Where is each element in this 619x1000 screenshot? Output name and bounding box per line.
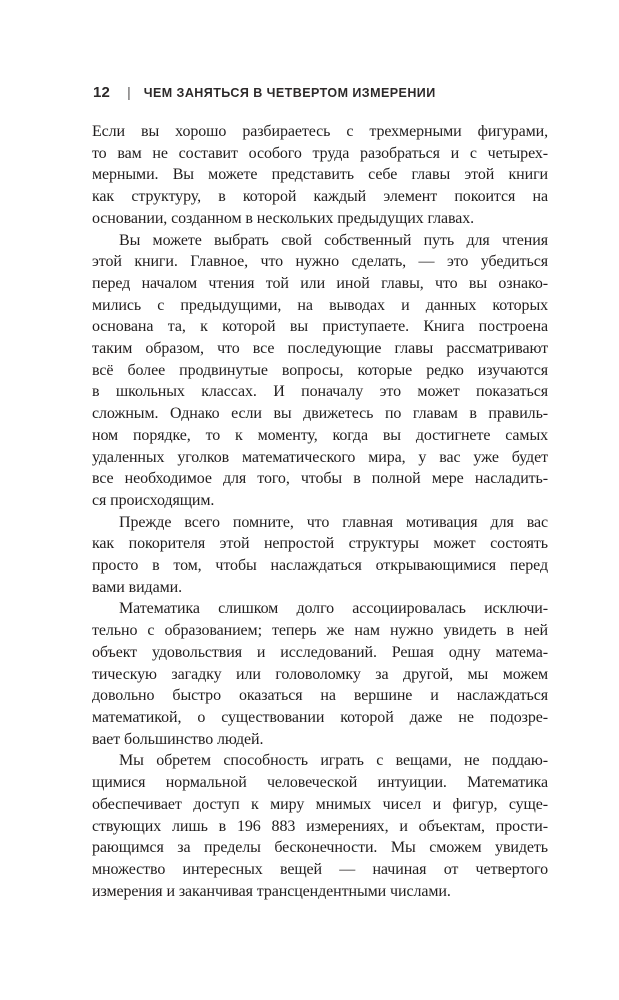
paragraph xyxy=(92,598,548,750)
text-line: вами видами. xyxy=(92,578,182,596)
text-line: этой книги. Главное, что нужно сделать, — это убедиться xyxy=(92,253,548,271)
text-line: довольно быстро оказаться на вершине и наслаждаться xyxy=(92,687,548,705)
text-line: в школьных классах. И поначалу это может показаться xyxy=(92,383,548,401)
text-line: мерными. Вы можете представить себе главы этой книги xyxy=(92,166,548,184)
text-line: Прежде всего помните, что главная мотивация для вас xyxy=(119,513,548,531)
text-line: ся происходящим. xyxy=(92,491,215,509)
text-line: как покорителя этой непростой структуры может состоять xyxy=(92,535,548,553)
paragraph xyxy=(92,230,548,512)
text-line: Мы обретем способность играть с вещами, не поддаю- xyxy=(119,752,548,770)
text-line: обеспечивает доступ к миру мнимых чисел и фигур, суще- xyxy=(92,795,548,813)
text-line: все необходимое для того, чтобы в полной мере насладить- xyxy=(92,470,548,488)
text-line: множество интересных вещей — начиная от четвертого xyxy=(92,860,548,878)
text-line: Вы можете выбрать свой собственный путь для чтения xyxy=(119,231,548,249)
text-line: всё более продвинутые вопросы, которые редко изучаются xyxy=(92,361,548,379)
paragraph xyxy=(92,512,548,599)
text-line: таким образом, что все последующие главы рассматривают xyxy=(92,340,548,358)
text-line: рающимся за пределы бесконечности. Мы сможем увидеть xyxy=(92,839,548,857)
text-line: основана та, к которой вы приступаете. Книга построена xyxy=(92,318,548,336)
text-line: вает большинство людей. xyxy=(92,730,264,748)
text-line: объект удовольствия и исследований. Решая одну матема- xyxy=(92,643,548,661)
text-line: мились с предыдущими, на выводах и данных которых xyxy=(92,296,548,314)
text-line: ном порядке, то к моменту, когда вы достигнете самых xyxy=(92,426,548,444)
paragraph xyxy=(92,750,548,902)
text-line: щимися нормальной человеческой интуиции. Математика xyxy=(92,774,548,792)
body-text xyxy=(92,121,548,902)
text-line: как структуру, в которой каждый элемент покоится на xyxy=(92,188,548,206)
page-number: 12 xyxy=(93,84,111,101)
text-line: измерения и заканчивая трансцендентными числами. xyxy=(92,882,451,900)
text-line: Математика слишком долго ассоциировалась исключи- xyxy=(119,600,548,618)
paragraph xyxy=(92,121,548,230)
text-line: удаленных уголков математического мира, у вас уже будет xyxy=(92,448,548,466)
running-header xyxy=(93,84,436,101)
header-separator: | xyxy=(127,84,131,100)
text-line: Если вы хорошо разбираетесь с трехмерными фигурами, xyxy=(92,123,548,140)
text-line: сложным. Однако если вы движетесь по главам в правиль- xyxy=(92,405,548,423)
text-line: просто в том, чтобы наслаждаться открывающимися перед xyxy=(92,557,548,575)
text-line: ствующих лишь в 196 883 измерениях, и объектам, прости- xyxy=(92,817,548,835)
text-line: тическую загадку или головоломку за другой, мы можем xyxy=(92,665,548,683)
text-line: математикой, о существовании которой даже не подозре- xyxy=(92,708,548,726)
text-line: то вам не составит особого труда разобраться и с четырех- xyxy=(92,144,548,162)
text-line: тельно с образованием; теперь же нам нужно увидеть в ней xyxy=(92,622,548,640)
text-line: перед началом чтения той или иной главы, что вы ознако- xyxy=(92,274,548,292)
text-line: основании, созданном в нескольких предыдущих главах. xyxy=(92,209,475,227)
chapter-title: ЧЕМ ЗАНЯТЬСЯ В ЧЕТВЕРТОМ ИЗМЕРЕНИИ xyxy=(143,86,436,100)
